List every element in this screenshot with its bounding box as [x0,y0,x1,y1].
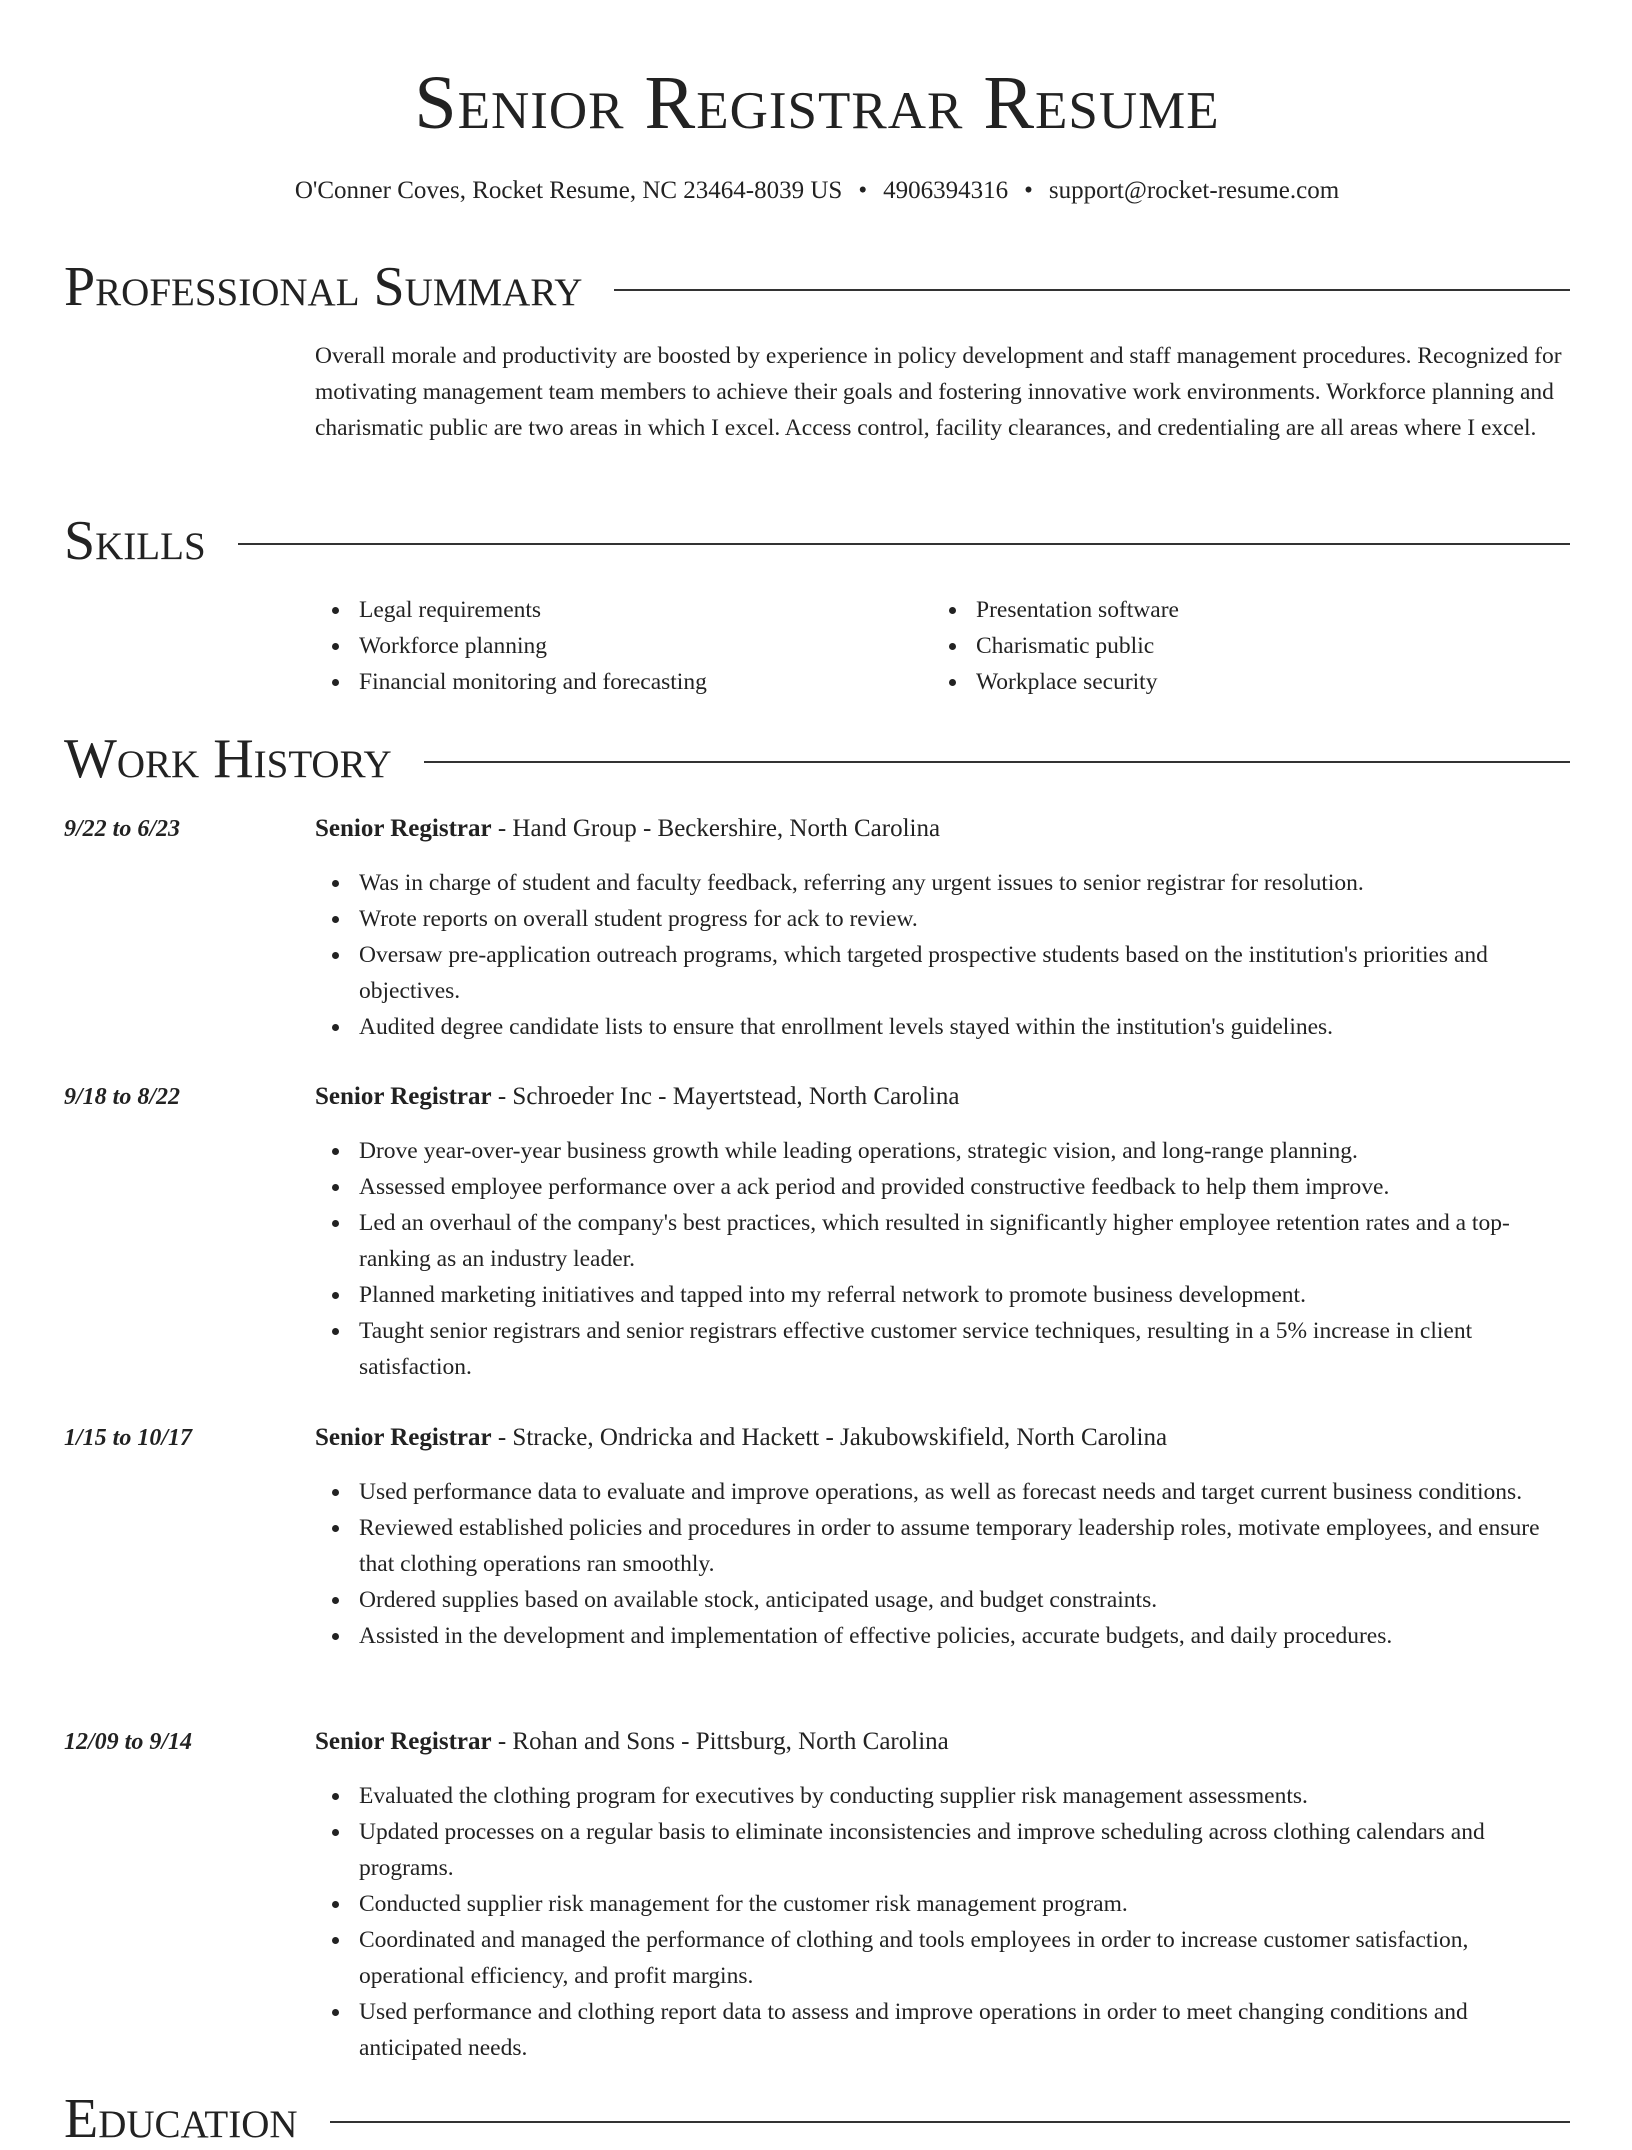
job-bullet: Was in charge of student and faculty feedback, referring any urgent issues to senior registrar for resolution. [359,865,1570,901]
job-bullet: Updated processes on a regular basis to eliminate inconsistencies and improve scheduling across clothing calendars and programs. [359,1814,1570,1886]
job-bullet: Assisted in the development and implementation of effective policies, accurate budgets, and daily procedures. [359,1618,1570,1654]
education-heading: Education [64,2088,298,2150]
skills-list-right [932,592,1179,700]
job-bullet: Oversaw pre-application outreach programs, which targeted prospective students based on the institution's priorities and objectives. [359,937,1570,1009]
summary-heading: Professional Summary [64,256,583,318]
job-bullet: Planned marketing initiatives and tapped into my referral network to promote business development. [359,1277,1570,1313]
job-bullet: Ordered supplies based on available stock, anticipated usage, and budget constraints. [359,1582,1570,1618]
job-header [315,1079,1570,1115]
job-dates: 9/18 to 8/22 [64,1084,181,1110]
job-role: Senior Registrar [315,1424,492,1451]
job-bullet: Evaluated the clothing program for executives by conducting supplier risk management assessments. [359,1778,1570,1814]
job-dates: 1/15 to 10/17 [64,1425,193,1451]
job-role: Senior Registrar [315,1083,492,1110]
job-header [315,1420,1570,1456]
job-bullet: Reviewed established policies and procedures in order to assume temporary leadership roles, motivate employees, and ensure that clothing operations ran smoothly. [359,1510,1570,1582]
job-company-location: - Hand Group - Beckershire, North Carolina [491,815,941,842]
skill-item: Workforce planning [359,628,707,664]
job-bullet: Drove year-over-year business growth while leading operations, strategic vision, and long-range planning. [359,1133,1570,1169]
skill-item: Legal requirements [359,592,707,628]
section-divider [330,2121,1570,2123]
job-dates: 9/22 to 6/23 [64,816,181,842]
job-header [315,811,1570,847]
contact-email[interactable]: support@rocket-resume.com [1048,177,1340,204]
skill-item: Workplace security [976,664,1179,700]
job-bullet: Used performance and clothing report data to assess and improve operations in order to meet changing conditions and anticipated needs. [359,1994,1570,2066]
section-divider [238,543,1570,545]
section-divider [424,761,1570,763]
skills-list-left [315,592,707,700]
job-bullet: Wrote reports on overall student progress for ack to review. [359,901,1570,937]
section-divider [614,289,1570,291]
job-bullet: Led an overhaul of the company's best practices, which resulted in significantly higher employee retention rates and a top-ranking as an industry leader. [359,1205,1570,1277]
job-dates: 12/09 to 9/14 [64,1729,193,1755]
contact-separator: • [858,177,868,204]
work-section-header [64,728,1570,790]
job-bullet: Audited degree candidate lists to ensure that enrollment levels stayed within the institution's guidelines. [359,1009,1570,1045]
work-heading: Work History [64,728,392,790]
job-bullets [315,1778,1570,2066]
job-bullet: Conducted supplier risk management for the customer risk management program. [359,1886,1570,1922]
contact-separator: • [1024,177,1033,204]
job-company-location: - Stracke, Ondricka and Hackett - Jakubowskifield, North Carolina [491,1424,1168,1451]
contact-line [64,174,1570,208]
job-header [315,1724,1570,1760]
job-bullets [315,1133,1570,1385]
job-bullet: Taught senior registrars and senior registrars effective customer service techniques, resulting in a 5% increase in client satisfaction. [359,1313,1570,1385]
job-bullet: Assessed employee performance over a ack period and provided constructive feedback to help them improve. [359,1169,1570,1205]
contact-address: O'Conner Coves, Rocket Resume, NC 23464-8039 US [294,177,843,204]
job-bullets [315,1474,1570,1654]
summary-section-header [64,256,1570,318]
skill-item: Charismatic public [976,628,1179,664]
job-role: Senior Registrar [315,815,492,842]
job-role: Senior Registrar [315,1728,492,1755]
skill-item: Presentation software [976,592,1179,628]
summary-text: Overall morale and productivity are boosted by experience in policy development and staff management procedures. Recognized for motivating management team members to achieve their goals and fostering innovative work environments. Workforce planning and charismatic public are two areas in which I excel. Access control, facility clearances, and credentialing are all areas where I excel. [315,343,1562,441]
skills-heading: Skills [64,510,206,572]
job-company-location: - Schroeder Inc - Mayertstead, North Carolina [491,1083,960,1110]
skill-item: Financial monitoring and forecasting [359,664,707,700]
job-bullet: Used performance data to evaluate and improve operations, as well as forecast needs and target current business conditions. [359,1474,1570,1510]
job-bullet: Coordinated and managed the performance of clothing and tools employees in order to increase customer satisfaction, operational efficiency, and profit margins. [359,1922,1570,1994]
resume-title: Senior Registrar Resume [414,61,1220,145]
contact-phone: 4906394316 [883,177,1009,204]
skills-section-header [64,510,1570,572]
job-bullets [315,865,1570,1045]
job-company-location: - Rohan and Sons - Pittsburg, North Carolina [491,1728,949,1755]
education-section-header [64,2088,1570,2150]
